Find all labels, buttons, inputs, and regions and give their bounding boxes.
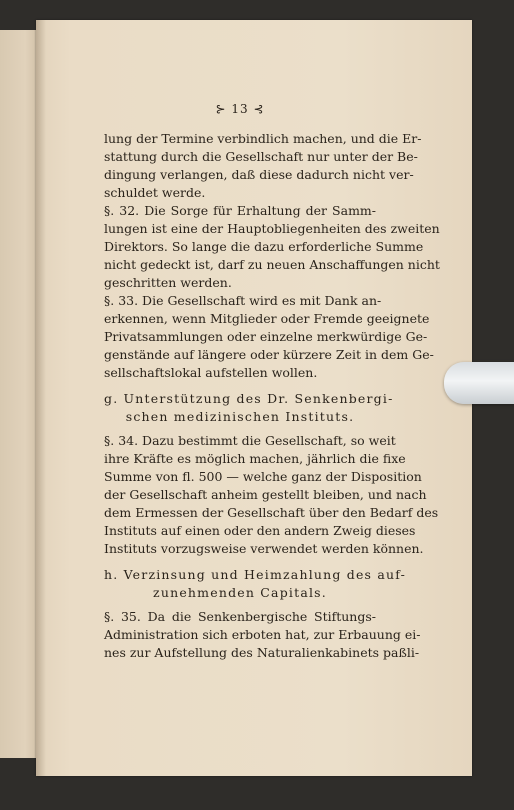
text-line: lungen ist eine der Hauptobliegenheiten des zweiten [104,221,440,236]
section-heading: h. Verzinsung und Heimzahlung des auf- [104,567,407,582]
bookmark-tab[interactable] [444,362,514,404]
text-line: Privatsammlungen oder einzelne merkwürdige Ge- [104,329,428,344]
text-line: Instituts auf einen oder den andern Zweig dieses [104,523,416,538]
text-line: erkennen, wenn Mitglieder oder Fremde geeignete [104,311,430,326]
page-gutter-shadow [36,20,46,776]
section-heading: g. Unterstützung des Dr. Senkenbergi- [104,391,394,406]
text-line: §. 32. Die Sorge für Erhaltung der Samm- [104,203,376,218]
section-heading: schen medizinischen Instituts. [125,409,355,424]
text-line: ihre Kräfte es möglich machen, jährlich die fixe [104,451,406,466]
text-line: §. 33. Die Gesellschaft wird es mit Dank an- [104,293,382,308]
text-line: §. 35. Da die Senkenbergische Stiftungs- [104,609,376,624]
text-line: der Gesellschaft anheim gestellt bleiben, und nach [104,487,427,502]
text-line: dem Ermessen der Gesellschaft über den Bedarf des [104,505,439,520]
text-line: dingung verlangen, daß diese dadurch nicht ver- [104,167,414,182]
text-line: lung der Termine verbindlich machen, und die Er- [104,131,422,146]
text-line: stattung durch die Gesellschaft nur unter der Be- [104,149,418,164]
section-heading: zunehmenden Capitals. [153,585,327,600]
text-line: Administration sich erboten hat, zur Erbauung ei- [104,627,421,642]
text-line: Instituts vorzugsweise verwendet werden können. [104,541,424,556]
text-line: Direktors. So lange die dazu erforderliche Summe [104,239,424,254]
text-line: §. 34. Dazu bestimmt die Gesellschaft, so weit [104,433,396,448]
text-line: sellschaftslokal aufstellen wollen. [104,365,318,380]
text-line: schuldet werde. [104,185,206,200]
text-line: geschritten werden. [104,275,232,290]
text-line: nes zur Aufstellung des Naturalienkabinets paßli- [104,645,420,660]
page-number: ⊱ 13 ⊰ [215,102,265,116]
text-line: nicht gedeckt ist, darf zu neuen Anschaffungen nicht [104,257,440,272]
text-line: Summe von fl. 500 — welche ganz der Disposition [104,469,422,484]
text-line: genstände auf längere oder kürzere Zeit in dem Ge- [104,347,434,362]
